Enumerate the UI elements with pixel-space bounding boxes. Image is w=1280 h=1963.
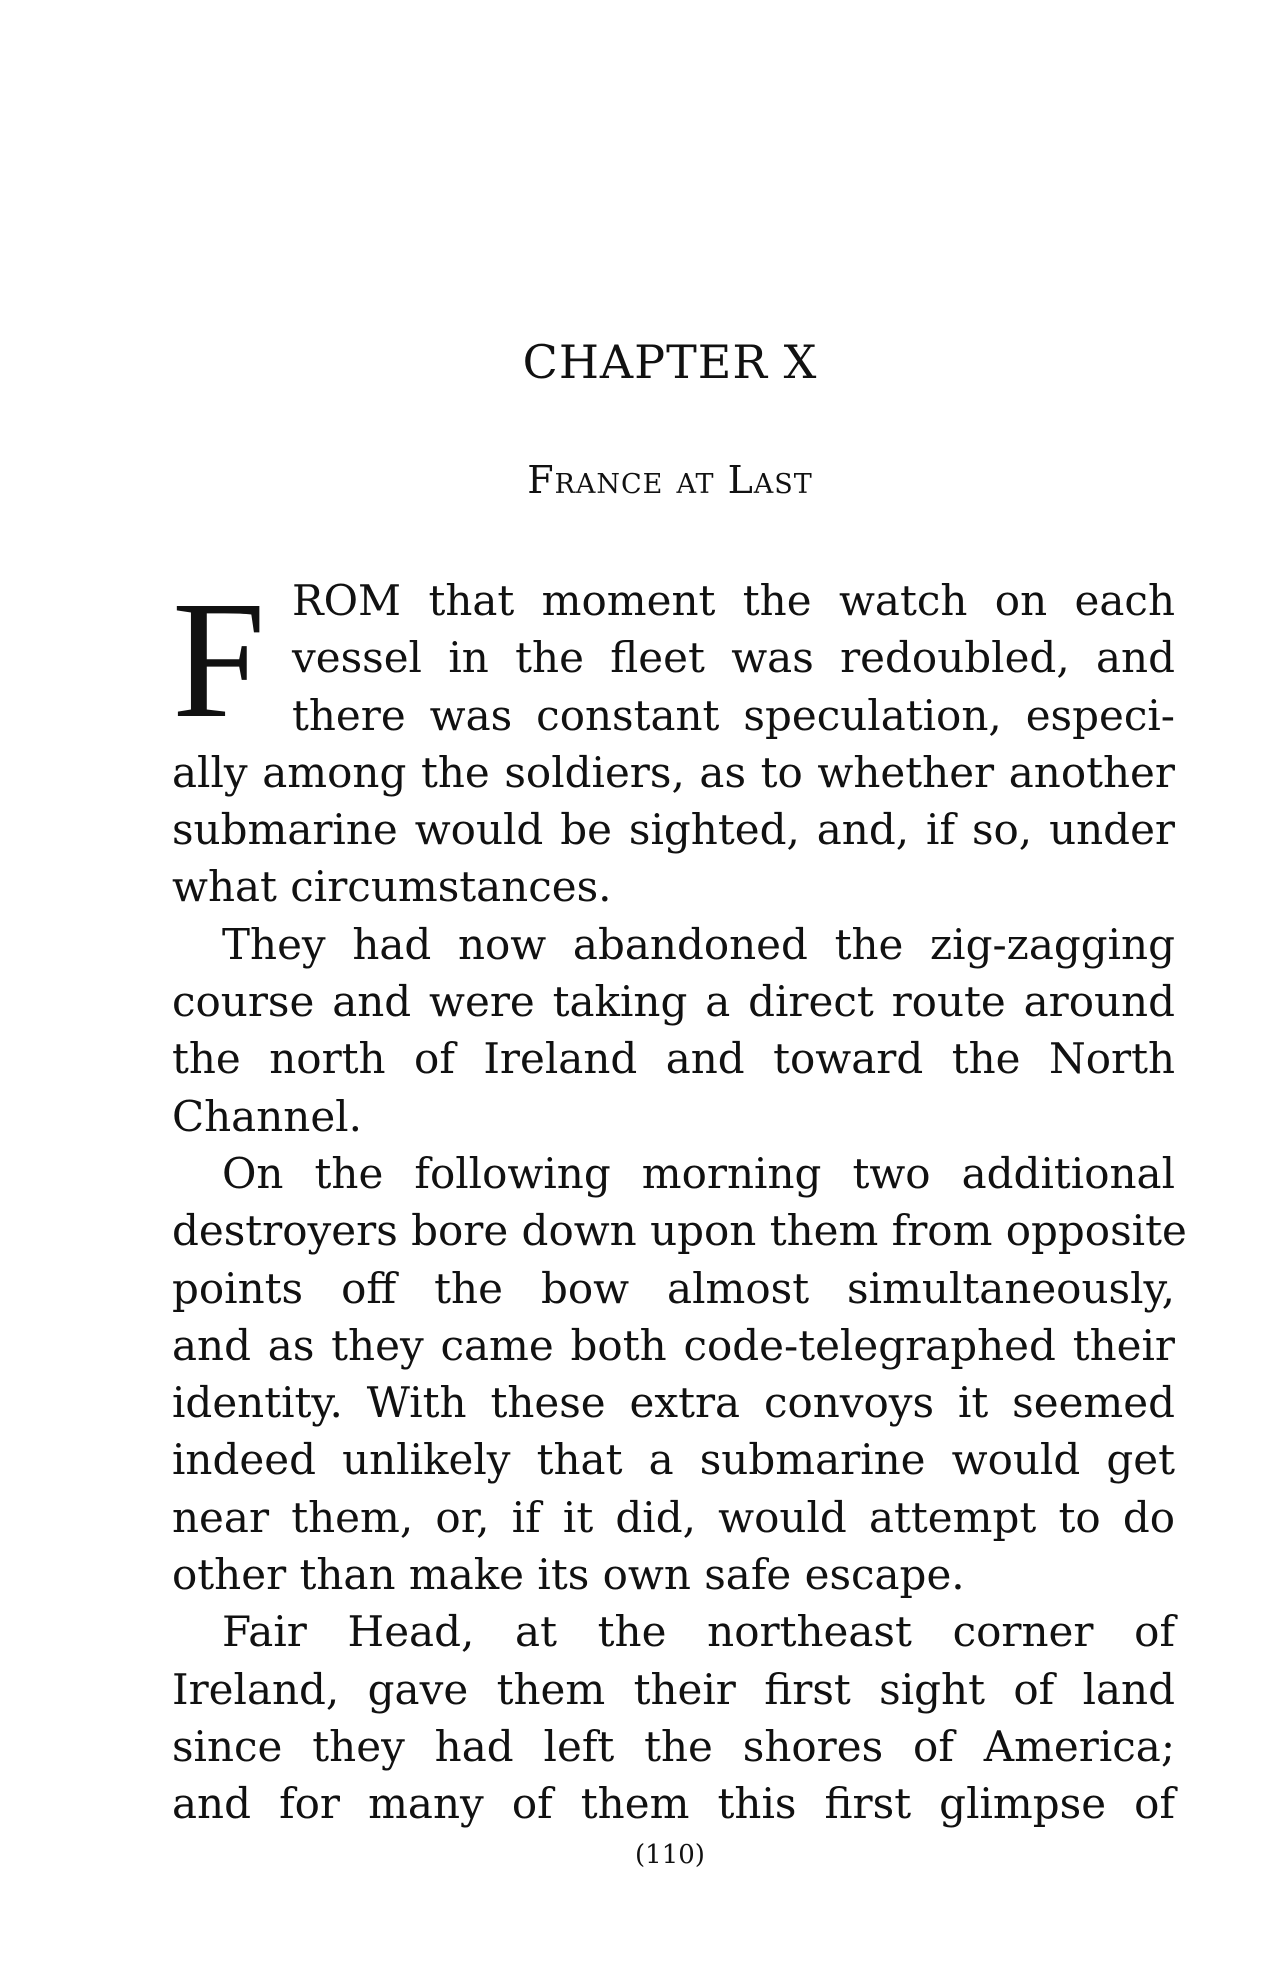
page-number: (110) bbox=[635, 1840, 705, 1870]
paragraph bbox=[172, 1145, 1187, 1603]
text-line: and as they came both code-telegraphed their bbox=[172, 1320, 1175, 1370]
text-line: there was constant speculation, especi- bbox=[292, 690, 1175, 740]
text-line: course and were taking a direct route around bbox=[172, 977, 1175, 1027]
text-line: points off the bow almost simultaneously, bbox=[172, 1263, 1175, 1313]
text-line: other than make its own safe escape. bbox=[172, 1550, 965, 1600]
text-line: On the following morning two additional bbox=[222, 1148, 1175, 1198]
text-line: what circumstances. bbox=[172, 862, 612, 912]
text-line: since they had left the shores of America; bbox=[172, 1721, 1175, 1771]
chapter-title: France at Last bbox=[527, 458, 813, 502]
text-line: near them, or, if it did, would attempt to do bbox=[172, 1492, 1175, 1542]
text-line: ally among the soldiers, as to whether another bbox=[172, 747, 1175, 797]
text-line: They had now abandoned the zig-zagging bbox=[222, 919, 1175, 969]
text-line: submarine would be sighted, and, if so, under bbox=[172, 805, 1175, 855]
text-line: Fair Head, at the northeast corner of bbox=[222, 1607, 1175, 1657]
text-line: Channel. bbox=[172, 1091, 362, 1141]
text-line: the north of Ireland and toward the North bbox=[172, 1034, 1175, 1084]
body-text bbox=[172, 567, 1187, 1833]
paragraph bbox=[172, 1603, 1175, 1832]
text-line: Ireland, gave them their first sight of land bbox=[172, 1664, 1175, 1714]
text-line: and for many of them this first glimpse of bbox=[172, 1779, 1175, 1829]
drop-cap: F bbox=[172, 567, 266, 753]
chapter-heading: CHAPTER X bbox=[522, 335, 818, 389]
text-line: indeed unlikely that a submarine would get bbox=[172, 1435, 1175, 1485]
text-line: destroyers bore down upon them from opposite bbox=[172, 1206, 1187, 1256]
text-line: ROM that moment the watch on each bbox=[292, 576, 1175, 625]
paragraph bbox=[172, 567, 1175, 916]
text-line: vessel in the fleet was redoubled, and bbox=[292, 633, 1175, 683]
paragraph bbox=[172, 916, 1175, 1145]
text-line: identity. With these extra convoys it seemed bbox=[172, 1378, 1175, 1428]
